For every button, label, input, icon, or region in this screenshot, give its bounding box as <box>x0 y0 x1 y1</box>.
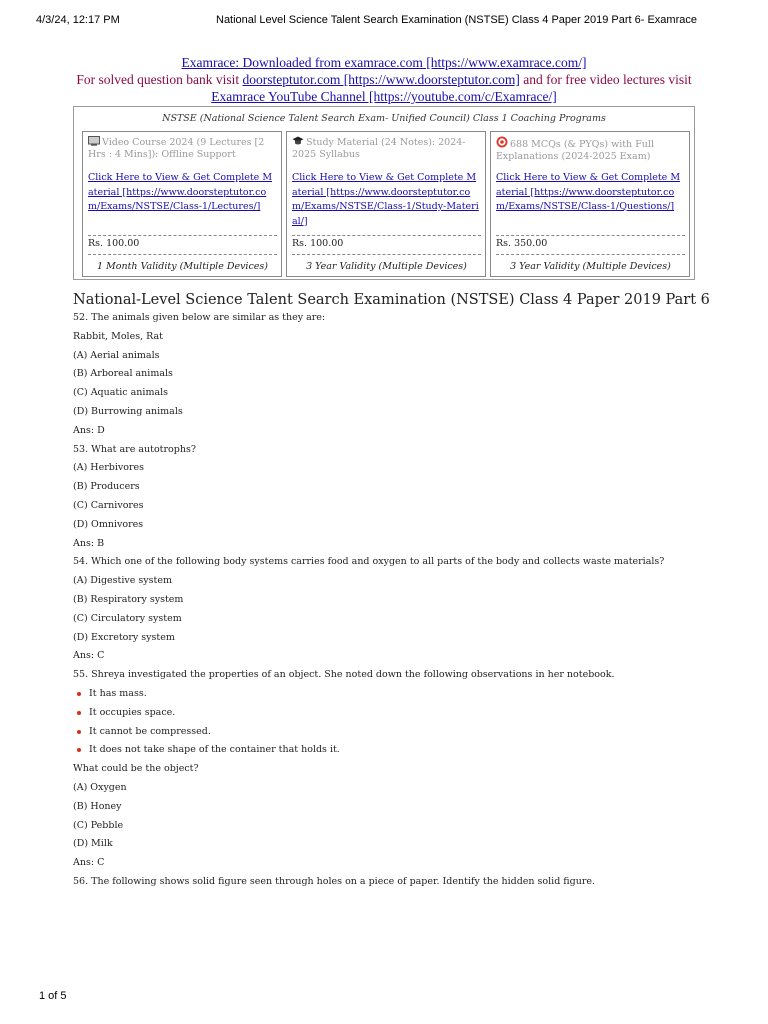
coaching-programs-box <box>73 106 695 280</box>
coaching-programs-title: NSTSE (National Science Talent Search Exam- Unified Council) Class 1 Coaching Programs <box>162 113 606 124</box>
content-line: (C) Pebble <box>73 819 124 831</box>
card-heading: 688 MCQs (& PYQs) with Full Explanations (2024-2025 Exam) <box>496 139 654 162</box>
examrace-download-link[interactable]: Examrace: Downloaded from examrace.com [https://www.examrace.com/] <box>181 55 587 70</box>
bullet-item: It cannot be compressed. <box>73 726 713 745</box>
divider <box>292 254 481 255</box>
page-title: National-Level Science Talent Search Examination (NSTSE) Class 4 Paper 2019 Part 6 <box>73 292 710 308</box>
source-banner <box>0 54 768 105</box>
content-line: Ans: B <box>73 537 105 549</box>
card-price: Rs. 350.00 <box>496 238 548 249</box>
content-line: (D) Burrowing animals <box>73 405 183 417</box>
question-content <box>73 312 713 895</box>
content-line: (A) Oxygen <box>73 781 127 793</box>
card-link[interactable]: Click Here to View & Get Complete Material [https://www.doorsteptutor.com/Exams/NSTSE/Class-1/Questions/] <box>496 172 681 212</box>
graduation-cap-icon <box>292 136 304 146</box>
divider <box>496 235 685 236</box>
video-course-card <box>82 131 282 277</box>
bullet-item: It occupies space. <box>73 707 713 726</box>
content-line: Ans: D <box>73 424 105 436</box>
content-line: What could be the object? <box>73 763 199 775</box>
content-line: (D) Milk <box>73 838 113 850</box>
content-line: 52. The animals given below are similar as they are: <box>73 312 326 323</box>
print-page-title: National Level Science Talent Search Examination (NSTSE) Class 4 Paper 2019 Part 6- Examrace <box>216 14 697 26</box>
content-line: 56. The following shows solid figure seen through holes on a piece of paper. Identify the hidden solid figure. <box>73 875 596 887</box>
content-line: (A) Digestive system <box>73 575 172 587</box>
print-date: 4/3/24, 12:17 PM <box>36 14 120 26</box>
study-material-card <box>286 131 486 277</box>
divider <box>88 254 277 255</box>
card-validity: 3 Year Validity (Multiple Devices) <box>306 261 467 272</box>
content-line: (C) Carnivores <box>73 499 144 511</box>
doorsteptutor-link[interactable]: doorsteptutor.com [https://www.doorsteptutor.com] <box>242 72 520 87</box>
card-price: Rs. 100.00 <box>88 238 140 249</box>
print-header <box>0 14 768 30</box>
video-icon <box>88 136 100 146</box>
divider <box>496 254 685 255</box>
content-line: (B) Respiratory system <box>73 593 184 605</box>
youtube-channel-link[interactable]: Examrace YouTube Channel [https://youtube.com/c/Examrace/] <box>211 89 557 104</box>
card-validity: 3 Year Validity (Multiple Devices) <box>510 261 671 272</box>
content-line: Ans: C <box>73 857 105 869</box>
mcq-card <box>490 131 690 277</box>
content-line: 53. What are autotrophs? <box>73 443 196 455</box>
card-heading: Study Material (24 Notes): 2024-2025 Syllabus <box>292 137 466 160</box>
banner-line2-prefix: For solved question bank visit <box>76 72 243 87</box>
card-validity: 1 Month Validity (Multiple Devices) <box>96 261 268 272</box>
card-heading: Video Course 2024 (9 Lectures [2 Hrs : 4 Mins]): Offline Support <box>88 137 265 160</box>
content-line: (B) Honey <box>73 800 122 812</box>
content-line: Ans: C <box>73 650 105 662</box>
content-line: 54. Which one of the following body systems carries food and oxygen to all parts of the body and collects waste materials? <box>73 556 665 568</box>
content-line: 55. Shreya investigated the properties of an object. She noted down the following observations in her notebook. <box>73 669 615 681</box>
content-line: (C) Aquatic animals <box>73 387 169 399</box>
divider <box>292 235 481 236</box>
content-line: (D) Excretory system <box>73 631 175 643</box>
card-price: Rs. 100.00 <box>292 238 344 249</box>
bullet-item: It has mass. <box>73 688 713 707</box>
card-link[interactable]: Click Here to View & Get Complete Material [https://www.doorsteptutor.com/Exams/NSTSE/Class-1/Lectures/] <box>88 172 273 212</box>
bullet-item: It does not take shape of the container that holds it. <box>73 744 713 763</box>
content-line: (A) Aerial animals <box>73 349 160 361</box>
content-line: (A) Herbivores <box>73 462 144 474</box>
content-line: (D) Omnivores <box>73 518 144 530</box>
target-icon <box>496 136 508 146</box>
content-line: Rabbit, Moles, Rat <box>73 330 163 342</box>
content-line: (B) Arboreal animals <box>73 368 173 380</box>
card-link[interactable]: Click Here to View & Get Complete Material [https://www.doorsteptutor.com/Exams/NSTSE/Class-1/Study-Material/] <box>292 172 479 227</box>
banner-line2-suffix: and for free video lectures visit <box>519 72 692 87</box>
content-line: (C) Circulatory system <box>73 612 182 624</box>
divider <box>88 235 277 236</box>
content-line: (B) Producers <box>73 481 140 493</box>
page-number: 1 of 5 <box>39 990 67 1002</box>
